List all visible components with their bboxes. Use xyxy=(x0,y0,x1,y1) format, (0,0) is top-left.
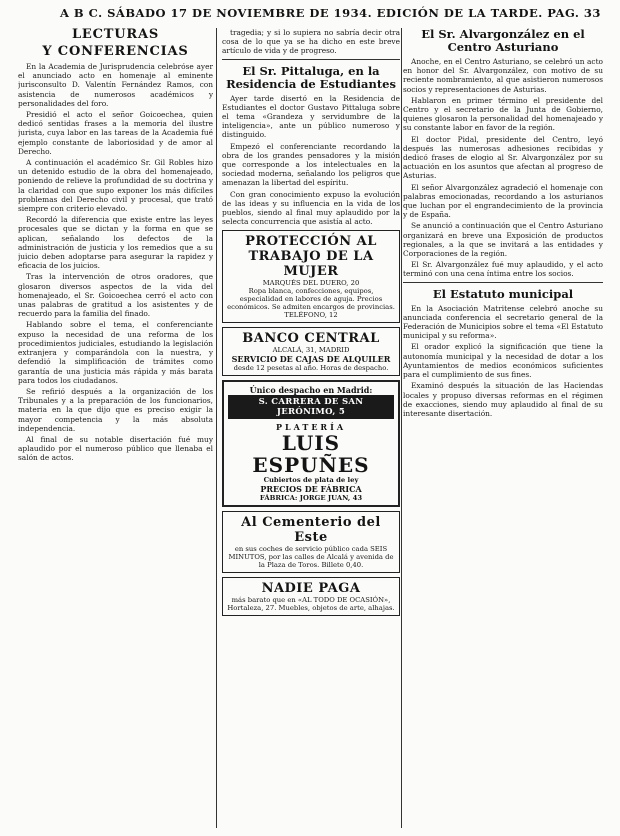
ad-address: ALCALÁ, 31, MADRID xyxy=(272,346,350,355)
paragraph: Tras la intervención de otros oradores, que glosaron diversos aspectos de la vida del homenajeado, el Sr. Goicoechea cerró el acto con unas palabras de gratitud a los asistentes y de recuerdo para la familia del finado. xyxy=(18,272,213,319)
ad-headline: TRABAJO DE LA MUJER xyxy=(248,249,374,280)
ad-headline: LUIS ESPUÑES xyxy=(252,431,370,478)
ad-address: MARQUÉS DEL DUERO, 20 xyxy=(262,279,360,288)
ad-cutlery: Cubiertos de plata de ley xyxy=(263,476,359,485)
ad-trade: PLATERÍA xyxy=(275,422,347,433)
section-title-line1: LECTURAS xyxy=(71,28,160,42)
ad-headline: NADIE PAGA xyxy=(261,581,361,597)
column-middle xyxy=(222,28,400,828)
ad-banco-central xyxy=(222,327,400,376)
ad-service: SERVICIO DE CAJAS DE ALQUILER xyxy=(231,354,391,365)
ad-plateria xyxy=(222,380,400,507)
ad-cementerio xyxy=(222,511,400,573)
paragraph: Recordó la diferencia que existe entre las leyes procesales que se dictan y la forma en que se aplican, señalando los defectos de la administración de justicia y los remedios que a su juicio deben adoptarse para asegurar la rapidez y eficacia de los juicios. xyxy=(18,215,213,271)
ad-note: desde 12 pesetas al año. Horas de despacho. xyxy=(233,364,389,373)
paragraph: tragedia; y si lo supiera no sabría decir otra cosa de lo que ya se ha dicho en este breve artículo de vida y de progreso. xyxy=(222,28,400,56)
ad-body: Ropa blanca, confecciones, equipos, especialidad en labores de aguja. Precios económicos. Se admiten encargos de provincias. xyxy=(227,287,395,312)
article-title: El Sr. Pittaluga, en la Residencia de Estudiantes xyxy=(226,63,396,91)
paragraph: Empezó el conferenciante recordando la obra de los grandes pensadores y la misión que corresponde a los intelectuales en la sociedad moderna, señalando los peligros que amenazan la libertad del espíritu. xyxy=(222,141,400,188)
column-right xyxy=(403,28,603,828)
ad-factory: FÁBRICA: JORGE JUAN, 43 xyxy=(259,494,363,503)
paragraph: Anoche, en el Centro Asturiano, se celebró un acto en honor del Sr. Alvargonzález, con motivo de su reciente nombramiento, al que asistieron numerosos socios y representaciones de Asturias. xyxy=(403,57,603,94)
article-title: El Estatuto municipal xyxy=(432,286,574,301)
column-rule xyxy=(401,28,402,828)
ad-phone: TELÉFONO, 12 xyxy=(284,311,338,320)
paragraph: Se anunció a continuación que el Centro Asturiano organizará en breve una Exposición de productos regionales, a la que se invitará a las entidades y Corporaciones de la región. xyxy=(403,221,603,259)
ad-headline: BANCO CENTRAL xyxy=(242,331,380,347)
paragraph: Ayer tarde disertó en la Residencia de Estudiantes el doctor Gustavo Pittaluga sobre el tema «Grandeza y servidumbre de la inteligencia», ante un público numeroso y distinguido. xyxy=(222,93,400,140)
paragraph: El orador explicó la significación que tiene la autonomía municipal y la necesidad de dotar a los Ayuntamientos de medios económicos suficientes para el cumplimiento de sus fines. xyxy=(403,342,603,380)
column-lecturas xyxy=(18,28,213,828)
divider xyxy=(403,282,603,283)
paragraph: El señor Alvargonzález agradeció el homenaje con palabras emocionadas, recordando a los asturianos que luchan por el engrandecimiento de la provincia y de España. xyxy=(403,182,603,220)
ad-headline: Al Cementerio del Este xyxy=(241,515,381,546)
paragraph: El Sr. Alvargonzález fué muy aplaudido, y el acto terminó con una cena íntima entre los socios. xyxy=(403,260,603,279)
paragraph: A continuación el académico Sr. Gil Robles hizo un detenido estudio de la obra del homenajeado, poniendo de relieve la profundidad de su doctrina y la claridad con que supo exponer los más difíciles problemas del Derecho civil y procesal, que trató siempre con criterio elevado. xyxy=(18,158,213,214)
paragraph: Examinó después la situación de las Haciendas locales y propuso diversas reformas en el régimen de exacciones, siendo muy aplaudido al final de su interesante disertación. xyxy=(403,381,603,418)
ad-headline: PROTECCIÓN AL xyxy=(245,234,377,250)
paragraph: En la Academia de Jurisprudencia celebróse ayer el anunciado acto en homenaje al eminente jurisconsulto D. Valentín Fernández Ramos, con asistencia de numerosos académicos y personalidades del foro. xyxy=(18,62,213,108)
paragraph: Presidió el acto el señor Goicoechea, quien dedicó sentidas frases a la memoria del ilustre jurista, cuya labor en las tareas de la Academia fué ejemplo constante de laboriosidad y de amor al Derecho. xyxy=(18,110,213,156)
paragraph: Hablaron en primer término el presidente del Centro y el secretario de la Junta de Gobierno, quienes glosaron la personalidad del homenajeado y su constante labor en favor de la región. xyxy=(403,95,603,133)
article-title: El Sr. Alvargonzález en el Centro Asturiano xyxy=(421,28,585,54)
section-title-line2: Y CONFERENCIAS xyxy=(42,44,189,59)
divider xyxy=(222,59,400,60)
paragraph: Hablando sobre el tema, el conferenciante expuso la necesidad de una reforma de los procedimientos judiciales, estudiando la legislación extranjera y comparándola con la nuestra, y defendió la simplificación de trámites como garantía de una justicia más rápida y más barata para todos los ciudadanos. xyxy=(18,320,213,385)
ad-street: S. CARRERA DE SAN JERÓNIMO, 5 xyxy=(228,395,394,419)
paragraph: Se refirió después a la organización de los Tribunales y a la preparación de los funcionarios, materia en la que dijo que es preciso exigir la mayor competencia y la más absoluta independencia. xyxy=(18,386,213,433)
paragraph: En la Asociación Matritense celebró anoche su anunciada conferencia el secretario general de la Federación de Municipios sobre el tema «El Estatuto municipal y su reforma». xyxy=(403,303,603,341)
paragraph: Con gran conocimiento expuso la evolución de las ideas y su influencia en la vida de los pueblos, siendo al final muy aplaudido por la selecta concurrencia que asistía al acto. xyxy=(222,189,400,227)
column-rule xyxy=(216,28,217,828)
ad-top: Único despacho en Madrid: xyxy=(249,385,373,396)
paragraph: El doctor Pidal, presidente del Centro, leyó después las numerosas adhesiones recibidas y dedicó frases de elogio al Sr. Alvargonzález por su actuación en los asuntos que afectan al progreso de Asturias. xyxy=(403,134,603,181)
ad-prices: PRECIOS DE FÁBRICA xyxy=(260,484,362,495)
paragraph: Al final de su notable disertación fué muy aplaudido por el numeroso público que llenaba el salón de actos. xyxy=(18,434,213,463)
ad-nadie-paga xyxy=(222,577,400,616)
ad-body: más barato que en «AL TODO DE OCASIÓN», Hortaleza, 27. Muebles, objetos de arte, alhajas. xyxy=(227,596,395,613)
ad-proteccion-mujer xyxy=(222,230,400,323)
ad-body: en sus coches de servicio público cada SEIS MINUTOS, por las calles de Alcalá y avenida de la Plaza de Toros. Billete 0,40. xyxy=(228,545,394,570)
masthead: A B C. SÁBADO 17 DE NOVIEMBRE DE 1934. EDICIÓN DE LA TARDE. PAG. 33 xyxy=(60,6,601,20)
